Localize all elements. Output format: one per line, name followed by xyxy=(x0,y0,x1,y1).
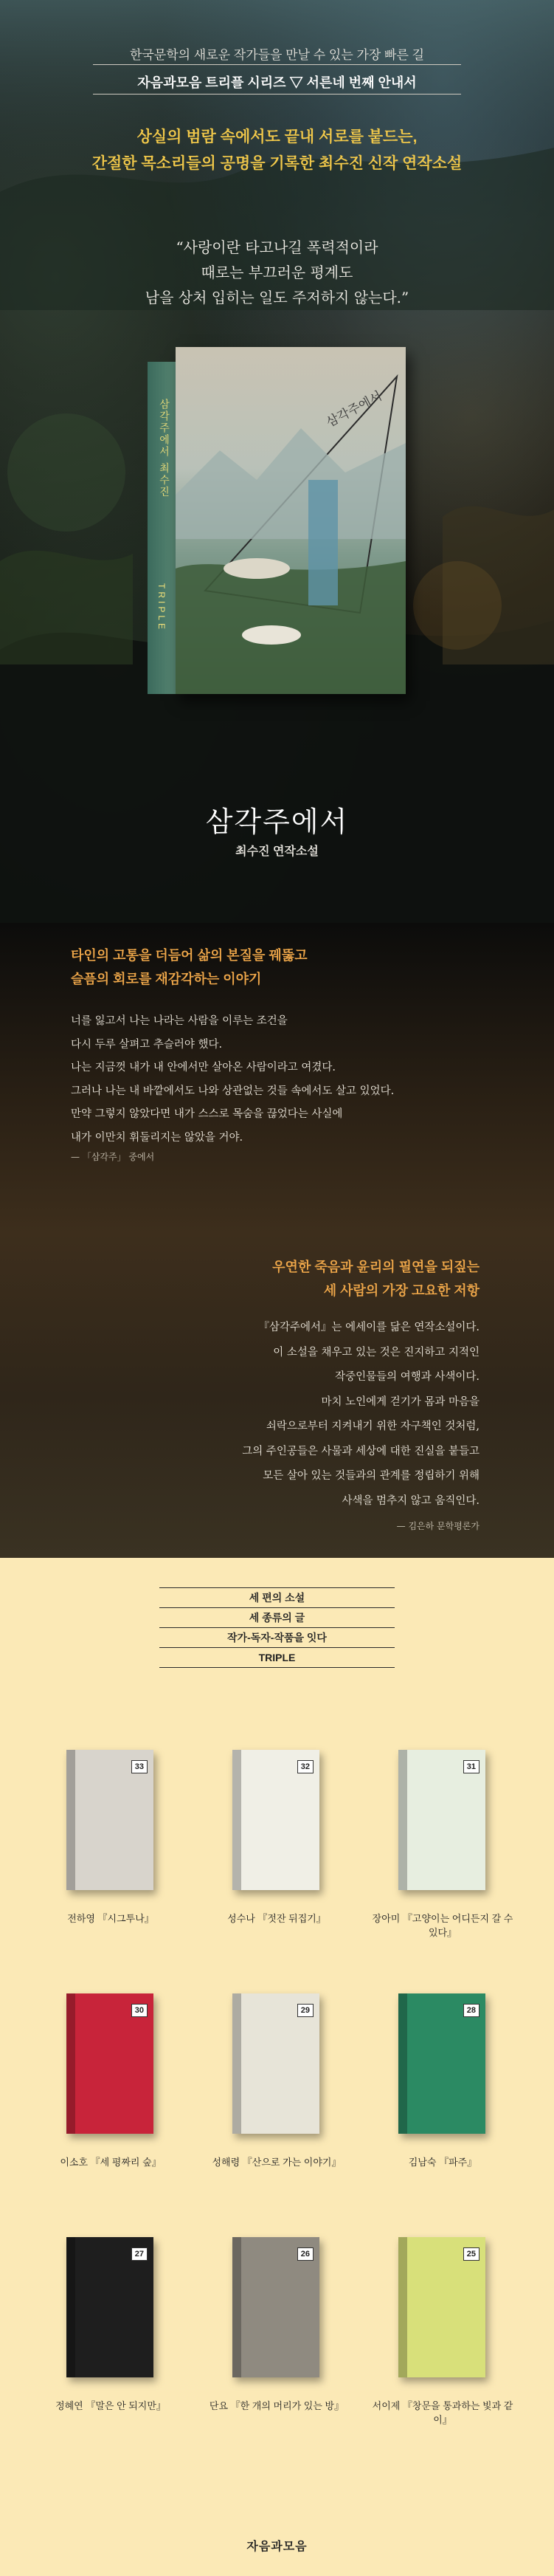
heading-line: 세 사람의 가장 고요한 저항 xyxy=(323,1283,479,1298)
book-card[interactable] xyxy=(212,1993,342,2222)
book-thumbnail xyxy=(66,1750,153,1890)
book-card[interactable] xyxy=(218,1750,336,1979)
book-card[interactable] xyxy=(372,1750,513,1979)
body-line: 그의 주인공들은 사물과 세상에 대한 진실을 붙들고 xyxy=(242,1445,479,1457)
headline-line: 상실의 범람 속에서도 끝내 서로를 붙드는, xyxy=(136,128,418,145)
book-thumbnail xyxy=(398,1993,485,2134)
series-tag: 세 종류의 글 xyxy=(159,1607,395,1627)
divider xyxy=(93,64,461,65)
body-line: 그러나 나는 내 바깥에서도 나와 상관없는 것들 속에서도 살고 있었다. xyxy=(71,1085,395,1097)
book-caption: 장아미 『고양이는 어디든지 갈 수 있다』 xyxy=(372,1913,513,1938)
book-subtitle: 최수진 연작소설 xyxy=(235,845,319,858)
excerpt-citation: — 「삼각주」 중에서 xyxy=(71,1152,155,1162)
cover-title: 삼각주에서 xyxy=(324,388,385,430)
divider xyxy=(93,94,461,95)
book-number-badge: 26 xyxy=(297,2247,314,2261)
hero-section xyxy=(0,0,554,923)
series-tag: 작가-독자-작품을 잇다 xyxy=(159,1627,395,1647)
headline xyxy=(0,124,554,177)
body-line: 이 소설을 채우고 있는 것은 진지하고 지적인 xyxy=(273,1346,479,1359)
book-title: 삼각주에서 xyxy=(205,806,349,838)
spine-series: TRIPLE xyxy=(156,583,167,633)
book-card[interactable] xyxy=(384,1993,502,2222)
body-line: 너를 잃고서 나는 나라는 사람을 이루는 조건을 xyxy=(71,1015,288,1027)
body-line: 『삼각주에서』는 에세이를 닮은 연작소설이다. xyxy=(258,1322,479,1333)
book-number-badge: 27 xyxy=(131,2247,148,2261)
excerpt-heading xyxy=(71,944,308,991)
book-card[interactable] xyxy=(52,1750,170,1979)
body-line: 나는 지금껏 내가 내 안에서만 살아온 사람이라고 여겼다. xyxy=(71,1062,336,1074)
body-line: 다시 두루 살펴고 추슬러야 했다. xyxy=(71,1038,223,1051)
book-caption: 서이제 『창문을 통과하는 빛과 같이』 xyxy=(372,2400,513,2425)
book-thumbnail xyxy=(66,1993,153,2134)
book-quote xyxy=(0,235,554,310)
book-number-badge: 32 xyxy=(297,1760,314,1773)
book-card[interactable] xyxy=(209,2237,344,2466)
spine-title: 삼각주에서 최수진 xyxy=(158,399,170,498)
book-thumbnail xyxy=(232,1993,319,2134)
book-caption: 단요 『한 개의 머리가 있는 방』 xyxy=(209,2400,344,2411)
heading-line: 타인의 고통을 더듬어 삶의 본질을 꿰뚫고 xyxy=(71,948,308,963)
series-tags xyxy=(159,1587,395,1668)
book-card[interactable] xyxy=(52,2237,170,2466)
book-thumbnail xyxy=(398,1750,485,1890)
book-number-badge: 29 xyxy=(297,2004,314,2017)
book-caption: 성수나 『젓잔 뒤집기』 xyxy=(227,1913,326,1924)
book-spine xyxy=(148,362,179,694)
headline-line: 간절한 목소리들의 공명을 기록한 최수진 신작 연작소설 xyxy=(91,155,463,172)
body-line: 만약 그렇지 않았다면 내가 스스로 목숨을 끊었다는 사실에 xyxy=(71,1108,343,1120)
quote-line: 남을 상처 입히는 일도 주저하지 않는다.” xyxy=(145,289,409,306)
review-citation: — 김은하 문학평론가 xyxy=(396,1521,479,1531)
book-number-badge: 30 xyxy=(131,2004,148,2017)
body-line: 모든 살아 있는 것들과의 관계를 정립하기 위해 xyxy=(263,1470,479,1482)
publisher-logo: 자음과모음 xyxy=(246,2541,308,2553)
book-number-badge: 25 xyxy=(463,2247,479,2261)
book-cover xyxy=(176,347,406,694)
review-heading xyxy=(272,1255,479,1302)
quote-line: 때로는 부끄러운 평계도 xyxy=(201,264,353,281)
review-section xyxy=(0,1233,554,1558)
book-caption: 정혜연 『말은 안 되지만』 xyxy=(55,2400,166,2411)
book-card[interactable] xyxy=(52,1993,170,2222)
book-caption: 전하영 『시그투나』 xyxy=(67,1913,154,1924)
series-subtitle: 한국문학의 새로운 작가들을 만날 수 있는 가장 빠른 길 xyxy=(129,48,425,62)
series-title: 자음과모음 트리플 시리즈 ▽ 서른네 번째 안내서 xyxy=(137,75,417,90)
series-list-section xyxy=(0,1558,554,2576)
book-caption: 성해령 『산으로 가는 이야기』 xyxy=(212,2157,342,2168)
book-thumbnail xyxy=(232,2237,319,2377)
book-cover-image xyxy=(148,347,406,694)
book-thumbnail xyxy=(66,2237,153,2377)
heading-line: 우연한 죽음과 윤리의 필연을 되짚는 xyxy=(272,1260,479,1274)
quote-line: “사랑이란 타고나길 폭력적이라 xyxy=(176,238,378,256)
series-tag: TRIPLE xyxy=(159,1647,395,1668)
review-body xyxy=(242,1316,479,1514)
body-line: 작중인물들의 여행과 사색이다. xyxy=(335,1371,479,1383)
book-caption: 김남숙 『파주』 xyxy=(408,2157,477,2168)
book-number-badge: 28 xyxy=(463,2004,479,2017)
body-line: 쇠락으로부터 지켜내기 위한 자구책인 것처럼, xyxy=(266,1421,479,1432)
body-line: 내가 이만치 휘둘리지는 않았을 거야. xyxy=(71,1131,243,1144)
book-thumbnail xyxy=(398,2237,485,2377)
body-line: 마치 노인에게 걷기가 몸과 마음을 xyxy=(321,1395,479,1408)
book-number-badge: 33 xyxy=(131,1760,148,1773)
body-line: 사색을 멈추지 않고 움직인다. xyxy=(342,1494,479,1507)
book-thumbnail xyxy=(232,1750,319,1890)
series-tag: 세 편의 소설 xyxy=(159,1587,395,1607)
heading-line: 슬픔의 회로를 재감각하는 이야기 xyxy=(71,972,262,986)
book-caption: 이소호 『세 평짜리 숲』 xyxy=(60,2157,162,2168)
excerpt-body xyxy=(71,1010,394,1150)
book-card[interactable] xyxy=(372,2237,513,2466)
excerpt-section xyxy=(0,923,554,1233)
book-number-badge: 31 xyxy=(463,1760,479,1773)
